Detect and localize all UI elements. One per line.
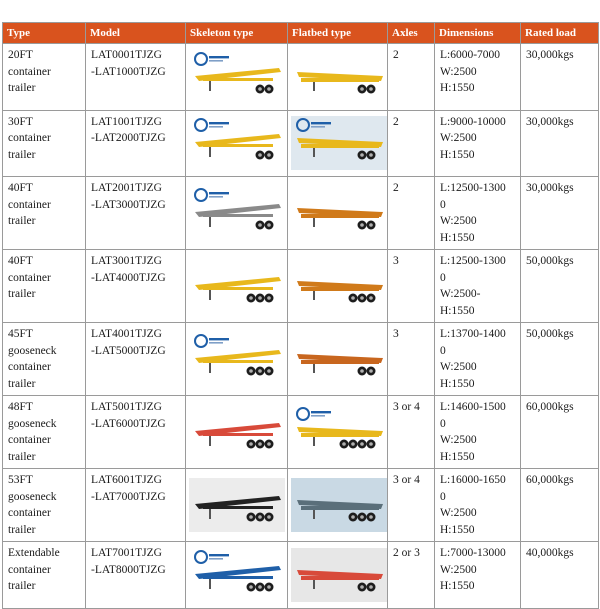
type-line: gooseneck — [8, 490, 57, 503]
table-row — [3, 177, 599, 250]
type-line: trailer — [8, 377, 36, 390]
cell-skeleton-photo — [186, 323, 288, 396]
skeleton-trailer-image — [189, 50, 285, 104]
cell-skeleton-photo — [186, 469, 288, 542]
cell-rated-load: 60,000kgs — [521, 396, 599, 469]
dimension-line: H:1550 — [440, 377, 475, 390]
trailer-spec-table — [2, 22, 599, 609]
dimension-line: W:2500 — [440, 563, 477, 576]
cell-dimensions — [435, 110, 521, 177]
header-model: Model — [86, 23, 186, 44]
cell-rated-load: 30,000kgs — [521, 177, 599, 250]
dimension-line: H:1550 — [440, 580, 475, 592]
cell-rated-load: 50,000kgs — [521, 323, 599, 396]
skeleton-trailer-image — [189, 478, 285, 532]
header-rated-load: Rated load — [521, 23, 599, 44]
dimension-line: H:1550 — [440, 231, 475, 244]
type-line: trailer — [8, 523, 36, 536]
dimension-line: W:2500 — [440, 132, 477, 144]
dimension-line: W:2500 — [440, 65, 477, 78]
model-line: -LAT7000TJZG — [91, 490, 166, 503]
cell-skeleton-photo — [186, 396, 288, 469]
dimension-line: H:1550 — [440, 523, 475, 536]
model-line: -LAT4000TJZG — [91, 271, 166, 284]
header-dimensions: Dimensions — [435, 23, 521, 44]
flatbed-trailer-image — [291, 116, 387, 170]
type-line: trailer — [8, 288, 36, 300]
cell-flatbed-photo — [288, 323, 388, 396]
type-line: trailer — [8, 82, 36, 94]
type-line: container — [8, 132, 51, 144]
model-line: LAT0001TJZG — [91, 49, 162, 61]
cell-flatbed-photo — [288, 110, 388, 177]
header-type: Type — [3, 23, 86, 44]
model-line: -LAT1000TJZG — [91, 65, 166, 78]
flatbed-trailer-image — [291, 50, 387, 104]
dimension-line: L:6000-7000 — [440, 49, 501, 61]
cell-type — [3, 469, 86, 542]
skeleton-trailer-image — [189, 186, 285, 240]
dimension-line: 0 — [440, 490, 446, 503]
cell-rated-load: 60,000kgs — [521, 469, 599, 542]
dimension-line: 0 — [440, 344, 446, 357]
cell-skeleton-photo — [186, 110, 288, 177]
cell-skeleton-photo — [186, 542, 288, 609]
cell-rated-load: 30,000kgs — [521, 44, 599, 111]
cell-flatbed-photo — [288, 177, 388, 250]
table-row — [3, 396, 599, 469]
type-line: Extendable — [8, 547, 60, 559]
dimension-line: L:12500-1300 — [440, 182, 506, 194]
type-line: 20FT — [8, 49, 33, 61]
cell-axles: 3 — [388, 250, 435, 323]
cell-dimensions — [435, 44, 521, 111]
dimension-line: W:2500 — [440, 361, 477, 373]
dimension-line: W:2500 — [440, 215, 477, 227]
dimension-line: L:9000-10000 — [440, 115, 506, 128]
cell-dimensions — [435, 542, 521, 609]
cell-type — [3, 542, 86, 609]
type-line: trailer — [8, 215, 36, 227]
type-line: 30FT — [8, 115, 33, 128]
model-line: LAT2001TJZG — [91, 182, 162, 194]
type-line: container — [8, 271, 51, 284]
cell-axles: 2 — [388, 177, 435, 250]
skeleton-trailer-image — [189, 548, 285, 602]
cell-dimensions — [435, 396, 521, 469]
table-row — [3, 250, 599, 323]
flatbed-trailer-image — [291, 548, 387, 602]
cell-rated-load: 30,000kgs — [521, 110, 599, 177]
cell-model — [86, 177, 186, 250]
cell-skeleton-photo — [186, 44, 288, 111]
cell-model — [86, 323, 186, 396]
model-line: -LAT8000TJZG — [91, 563, 166, 576]
type-line: trailer — [8, 580, 36, 592]
cell-dimensions — [435, 323, 521, 396]
cell-rated-load: 50,000kgs — [521, 250, 599, 323]
cell-axles: 3 or 4 — [388, 396, 435, 469]
skeleton-trailer-image — [189, 405, 285, 459]
type-line: container — [8, 65, 51, 78]
header-skeleton-type: Skeleton type — [186, 23, 288, 44]
model-line: LAT1001TJZG — [91, 115, 162, 128]
dimension-line: 0 — [440, 271, 446, 284]
cell-type — [3, 110, 86, 177]
flatbed-trailer-image — [291, 405, 387, 459]
type-line: trailer — [8, 450, 36, 463]
dimension-line: W:2500- — [440, 288, 481, 300]
cell-axles: 2 or 3 — [388, 542, 435, 609]
type-line: 45FT — [8, 328, 33, 340]
flatbed-trailer-image — [291, 332, 387, 386]
cell-type — [3, 177, 86, 250]
dimension-line: L:14600-1500 — [440, 401, 506, 413]
model-line: LAT7001TJZG — [91, 547, 162, 559]
flatbed-trailer-image — [291, 478, 387, 532]
model-line: -LAT6000TJZG — [91, 417, 166, 430]
type-line: 40FT — [8, 255, 33, 267]
cell-axles: 3 or 4 — [388, 469, 435, 542]
model-line: LAT4001TJZG — [91, 328, 162, 340]
table-row — [3, 469, 599, 542]
cell-axles: 3 — [388, 323, 435, 396]
model-line: -LAT3000TJZG — [91, 198, 166, 211]
dimension-line: L:13700-1400 — [440, 328, 506, 340]
cell-dimensions — [435, 177, 521, 250]
trailer-spec-table-page — [2, 22, 598, 609]
dimension-line: L:7000-13000 — [440, 547, 506, 559]
type-line: gooseneck — [8, 417, 57, 430]
model-line: LAT5001TJZG — [91, 401, 162, 413]
cell-type — [3, 250, 86, 323]
dimension-line: L:12500-1300 — [440, 255, 506, 267]
cell-skeleton-photo — [186, 250, 288, 323]
cell-type — [3, 323, 86, 396]
cell-flatbed-photo — [288, 469, 388, 542]
cell-flatbed-photo — [288, 44, 388, 111]
cell-model — [86, 469, 186, 542]
cell-model — [86, 110, 186, 177]
table-row — [3, 44, 599, 111]
cell-model — [86, 250, 186, 323]
dimension-line: W:2500 — [440, 507, 477, 519]
header-flatbed-type: Flatbed type — [288, 23, 388, 44]
table-body — [3, 44, 599, 609]
cell-flatbed-photo — [288, 396, 388, 469]
dimension-line: H:1550 — [440, 304, 475, 317]
type-line: trailer — [8, 148, 36, 161]
cell-dimensions — [435, 469, 521, 542]
type-line: 53FT — [8, 474, 33, 486]
dimension-line: H:1550 — [440, 450, 475, 463]
type-line: container — [8, 507, 51, 519]
cell-model — [86, 396, 186, 469]
type-line: container — [8, 434, 51, 446]
table-header-row — [3, 23, 599, 44]
dimension-line: W:2500 — [440, 434, 477, 446]
table-row — [3, 110, 599, 177]
model-line: -LAT5000TJZG — [91, 344, 166, 357]
type-line: container — [8, 563, 51, 576]
type-line: 48FT — [8, 401, 33, 413]
cell-model — [86, 44, 186, 111]
header-axles: Axles — [388, 23, 435, 44]
model-line: LAT6001TJZG — [91, 474, 162, 486]
type-line: gooseneck — [8, 344, 57, 357]
cell-skeleton-photo — [186, 177, 288, 250]
skeleton-trailer-image — [189, 332, 285, 386]
cell-flatbed-photo — [288, 250, 388, 323]
table-row — [3, 542, 599, 609]
cell-rated-load: 40,000kgs — [521, 542, 599, 609]
dimension-line: H:1550 — [440, 148, 475, 161]
cell-axles: 2 — [388, 44, 435, 111]
skeleton-trailer-image — [189, 116, 285, 170]
type-line: container — [8, 198, 51, 211]
cell-model — [86, 542, 186, 609]
type-line: 40FT — [8, 182, 33, 194]
dimension-line: 0 — [440, 417, 446, 430]
cell-flatbed-photo — [288, 542, 388, 609]
dimension-line: 0 — [440, 198, 446, 211]
cell-type — [3, 396, 86, 469]
dimension-line: H:1550 — [440, 82, 475, 94]
flatbed-trailer-image — [291, 259, 387, 313]
flatbed-trailer-image — [291, 186, 387, 240]
type-line: container — [8, 361, 51, 373]
dimension-line: L:16000-1650 — [440, 474, 506, 486]
skeleton-trailer-image — [189, 259, 285, 313]
cell-type — [3, 44, 86, 111]
model-line: LAT3001TJZG — [91, 255, 162, 267]
cell-axles: 2 — [388, 110, 435, 177]
table-row — [3, 323, 599, 396]
model-line: -LAT2000TJZG — [91, 132, 166, 144]
cell-dimensions — [435, 250, 521, 323]
